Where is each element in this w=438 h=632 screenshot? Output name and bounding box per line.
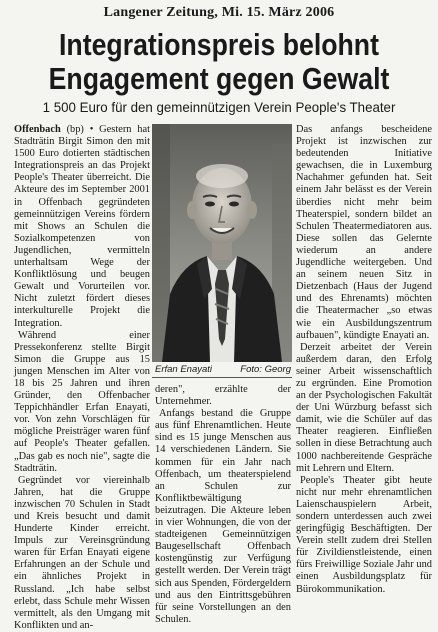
article-column-1 xyxy=(14,124,150,632)
paragraph xyxy=(14,124,150,330)
paragraph: deren", erzählte der Unternehmer. xyxy=(155,384,291,408)
article-column-2 xyxy=(155,384,291,626)
paragraph-text: (bp) • Gestern hat Stadträtin Birgit Simon den mit 1500 Euro dotierten städtischen Integrationspreis an das Projekt People's Theater überreicht. Die Akteure des im September 2001 in Offenbach gegründeten gemeinnützigen Vereins fördern mit Shows an Schulen die Sozialkompetenzen von Jugendlichen, vermitteln unterhaltsam Wege der Konfliktlösung und beugen Gewalt und Vorurteilen vor. Nicht zuletzt fördert dieses interkulturelle Projekt die Integration. xyxy=(14,124,150,329)
headline-line-1: Integrationspreis belohnt xyxy=(59,27,379,62)
paragraph: Anfangs bestand die Gruppe aus fünf Ehrenamtlichen. Heute sind es 15 junge Menschen aus 14 verschiedenen Ländern. Sie kommen für ein Jahr nach Offenbach, um theaterspielend an Schulen zur Konfliktbewältigung beizutragen. Die Akteure leben in vier Wohnungen, die von der stadteigenen Gemeinnützigen Baugesellschaft Offenbach kostengünstig zur Verfügung gestellt werden. Der Verein trägt sich aus Spenden, Fördergeldern und aus den Eintrittsgebühren für seine Vorstellungen an den Schulen. xyxy=(155,408,291,625)
headline xyxy=(31,28,408,96)
paragraph: Derzeit arbeitet der Verein außerdem daran, den Erfolg seiner Arbeit wissenschaftlich zu ergründen. Eine Promotion an der Psychologischen Fakultät der Uni Würzburg befasst sich damit, wie die Schüler auf das Theater reagieren. Einfließen sollen in diese Betrachtung auch 1000 nachbereitende Gespräche mit Lehrern und Eltern. xyxy=(296,341,432,474)
caption-divider xyxy=(152,377,292,378)
article-column-3 xyxy=(296,124,432,596)
portrait-illustration xyxy=(152,124,292,362)
paragraph: Das anfangs bescheidene Projekt ist inzwischen zur bedeutenden Initiative gewachsen, die in Luxemburg Nachahmer gefunden hat. Seit einem Jahr belässt es der Verein überdies nicht mehr beim Theaterspiel, sondern bildet an Schulen Theatermediatoren aus. Diese sollen das Gelernte wiederum an andere Jugendliche weitergeben. Und an seinem neuen Sitz in Dietzenbach (Haus der Jugend und des Ehrenamts) möchten die Theatermacher „so etwas wie ein Ausbildungszentrum aufbauen", kündigte Enayati an. xyxy=(296,124,432,341)
dateline: Offenbach xyxy=(14,124,61,135)
headline-line-2: Engagement gegen Gewalt xyxy=(48,61,390,96)
photo-caption xyxy=(155,364,291,375)
portrait-photo xyxy=(152,124,292,362)
paragraph: People's Theater gibt heute nicht nur mehr ehrenamtlichen Laienschauspielern Arbeit, sondern unterdessen auch zwei geringfügig Beschäftigten. Der Verein stellt zudem drei Stellen für Zivildienstleistende, einen fürs Freiwillige Soziale Jahr und einen Ausbildungsplatz für Bürokommunikation. xyxy=(296,474,432,595)
subheadline: 1 500 Euro für den gemeinnützigen Verein People's Theater xyxy=(42,99,396,115)
caption-credit: Foto: Georg xyxy=(240,364,291,375)
source-line: Langener Zeitung, Mi. 15. März 2006 xyxy=(103,5,335,20)
caption-name: Erfan Enayati xyxy=(155,364,213,375)
paragraph: Während einer Pressekonferenz stellte Birgit Simon die Gruppe aus 15 jungen Menschen im Alter von 18 bis 25 Jahren und ihren Gründer, den Offenbacher Teppichhändler Erfan Enayati, vor. Von zehn Vorschlägen für mögliche Preisträger waren fünf auf People's Theater gefallen. „Das gab es noch nie", sagte die Stadträtin. xyxy=(14,329,150,474)
paragraph: Gegründet vor viereinhalb Jahren, hat die Gruppe inzwischen 70 Schulen in Stadt und Kreis besucht und damit Hunderte Kinder erreicht. Impuls zur Vereinsgründung waren für Erfan Enayati eigene Erfahrungen an der Schule und ein ähnliches Projekt in Russland. „Ich habe selbst erlebt, dass Schule mehr Wissen vermittelt, als den Umgang mit Konflikten und an- xyxy=(14,474,150,631)
